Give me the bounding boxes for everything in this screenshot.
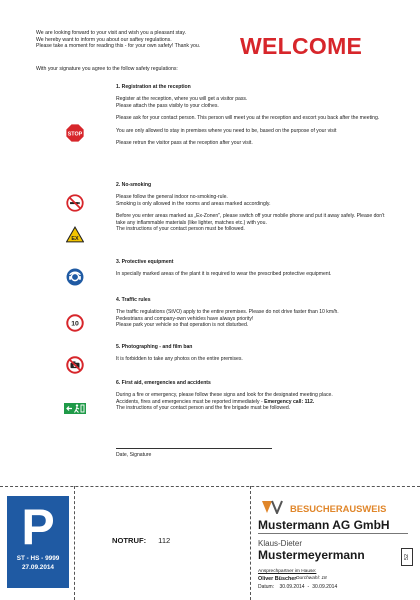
section-traffic [116,297,386,335]
section-text: Please retrun the visitor pass at the reception after your visit. [116,140,253,147]
section-text: The instructions of your contact person and the fire brigade must be followed. [116,405,291,412]
section-title: 1. Registration at the reception [116,84,191,90]
badge-number-text: 52 [404,553,410,561]
intro-line: We are looking forward to your visit and wish you a pleasant stay. [36,30,187,36]
section-text: In specially marked areas of the plant it is required to wear the prescribed protective equipment. [116,271,332,278]
intro-line: We hereby want to inform you about our saftey regulations. [36,36,172,43]
company-divider [258,533,408,534]
speed-sign-text: 10 [71,320,79,328]
ex-sign-text: EX [71,235,79,242]
parking-plate: ST - HS - 9999 [16,555,60,562]
no-photo-icon [66,356,84,374]
stop-sign-text: STOP [67,131,83,138]
section-title: 3. Protective equipment [116,259,174,265]
emergency-call-text: Emergency call: 112. [264,398,315,405]
section-first-aid [116,380,386,418]
signature-line [116,448,272,449]
perforation-horizontal [0,486,420,487]
speed-limit-icon [66,314,84,332]
company-logo-icon [262,500,284,519]
section-no-smoking [116,182,386,238]
section-text: Please park your vehicle so that operation is not disturbed. [116,322,249,329]
section-text: Please ask for your contact person. This person will meet you at the reception and escort you back after the meeting. [116,115,380,122]
section-text: During a fire or emergency, please follow these signs and look for the designated meeting place. [116,392,333,399]
parking-date: 27.09.2014 [22,564,54,571]
notruf-number: 112 [158,536,171,545]
emergency-number [112,536,170,545]
visit-dates [258,584,337,590]
protective-equipment-icon [66,268,84,286]
section-text: The traffic regulations (StVO) apply to the entire premises. Please do not drive faster than 10 km/h. [116,309,339,316]
visitor-pass-title: BESUCHERAUSWEIS [290,503,387,514]
section-text: The instructions of your contact person must be followed. [116,226,245,233]
welcome-heading: WELCOME [240,33,363,59]
parking-pass [7,496,69,588]
ex-zone-icon [66,226,84,243]
notruf-label: NOTRUF: [112,536,147,545]
parking-letter: P [21,499,55,555]
section-photo-ban [116,344,386,369]
section-text: Register at the reception, where you will get a visitor pass. [116,96,248,103]
section-title: 5. Photographing - and film ban [116,344,193,350]
date-separator: - [307,584,310,590]
section-registration [116,84,386,152]
section-text: Please attach the pass visibly to your clothes. [116,102,219,109]
agree-text: With your signature you agree to the follow safety regulations: [36,66,178,72]
contact-extension: Durchwahl: 18 [296,576,327,581]
no-smoking-icon [66,194,84,212]
section-title: 4. Traffic rules [116,297,151,303]
date-label: Datum: [258,584,275,590]
section-title: 2. No-smoking [116,182,152,188]
section-protective [116,259,386,284]
section-text: Pedestrians and company-own vehicles have always priority! [116,315,254,322]
date-from: 30.09.2014 [279,584,305,590]
visitor-first-name: Klaus-Dieter [258,539,303,548]
perforation-vertical [250,486,251,600]
section-title: 6. First aid, emergencies and accidents [116,380,211,386]
perforation-vertical [74,486,75,600]
emergency-exit-icon [64,403,86,414]
visitor-last-name: Mustermeyermann [258,548,365,562]
intro-line: Please take a moment for reading this - for your own safety! Thank you. [36,43,201,50]
contact-name: Oliver Büscher [258,576,297,582]
signature-label: Date, Signature [116,452,152,458]
badge-number [401,548,413,566]
section-text: Please follow the general indoor no-smoking-rule. [116,194,228,201]
intro-text [36,30,226,50]
section-text: It is forbidden to take any photos on the entire premises. [116,356,243,363]
section-text: Smoking is only allowed in the rooms and areas marked accordingly. [116,200,271,207]
section-text-part: Accidents, fires and emergencies must be reported immediately - [116,398,265,405]
section-text: Before you enter areas marked as „Ex-Zonen", please switch off your mobile phone and put it away safely. Please don't take any inflammable materials (like lighter, matches etc.) with you. [116,213,385,226]
company-name: Mustermann AG GmbH [258,518,390,532]
date-to: 30.09.2014 [312,584,338,590]
section-text: You are only allowed to stay in premises where you need to be, based on the purpose of your visit [116,127,337,134]
stop-sign-icon [66,124,84,142]
contact-label: Ansprechpartner im Hause: [258,569,317,574]
